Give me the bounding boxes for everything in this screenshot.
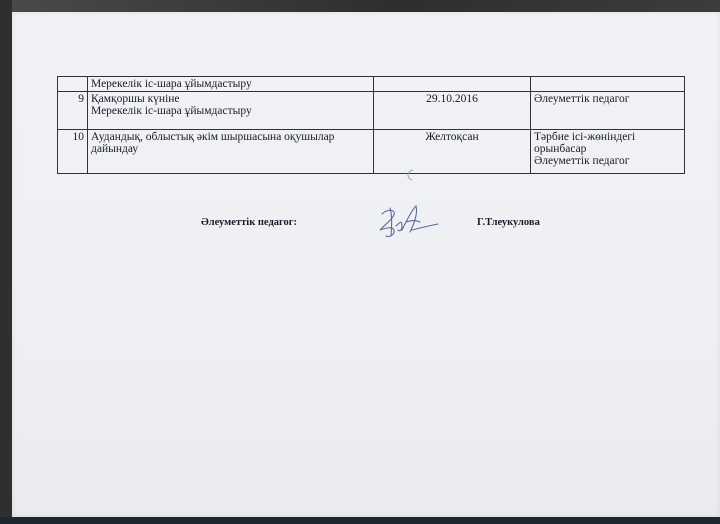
- responsible-line: орынбасар: [534, 143, 587, 155]
- handwritten-signature: [372, 200, 442, 244]
- responsible-line: Әлеуметтік педагог: [534, 155, 630, 167]
- pencil-mark: [404, 168, 416, 182]
- scan-edge-left: [0, 0, 12, 524]
- event-cell: [88, 130, 374, 174]
- scan-edge-bottom: [0, 517, 720, 524]
- date-cell: Желтоқсан: [374, 130, 531, 174]
- event-line: дайындау: [91, 143, 139, 155]
- date-cell: [374, 77, 531, 92]
- signatory-role: Әлеуметтік педагог:: [201, 217, 298, 228]
- signatory-name: Г.Тлеукулова: [477, 217, 540, 228]
- event-line: Мерекелік іс-шара ұйымдастыру: [91, 78, 252, 90]
- table-row: [58, 130, 685, 174]
- date-cell: 29.10.2016: [374, 92, 531, 130]
- event-line: Аудандық, облыстық әкім шыршасына оқушылар: [91, 131, 335, 143]
- event-line: Қамқоршы күніне: [91, 93, 180, 105]
- row-number: [58, 77, 88, 92]
- row-number: 10: [58, 130, 88, 174]
- plan-table: [57, 76, 685, 174]
- responsible-cell: [531, 130, 685, 174]
- responsible-cell: [531, 77, 685, 92]
- responsible-line: Әлеуметтік педагог: [534, 93, 630, 105]
- table-row: [58, 92, 685, 130]
- responsible-line: Тәрбие ісі-жөніндегі: [534, 131, 636, 143]
- event-cell: [88, 92, 374, 130]
- table-row: [58, 77, 685, 92]
- responsible-cell: [531, 92, 685, 130]
- event-cell: [88, 77, 374, 92]
- scan-edge-top: [0, 0, 720, 12]
- event-line: Мерекелік іс-шара ұйымдастыру: [91, 105, 252, 117]
- row-number: 9: [58, 92, 88, 130]
